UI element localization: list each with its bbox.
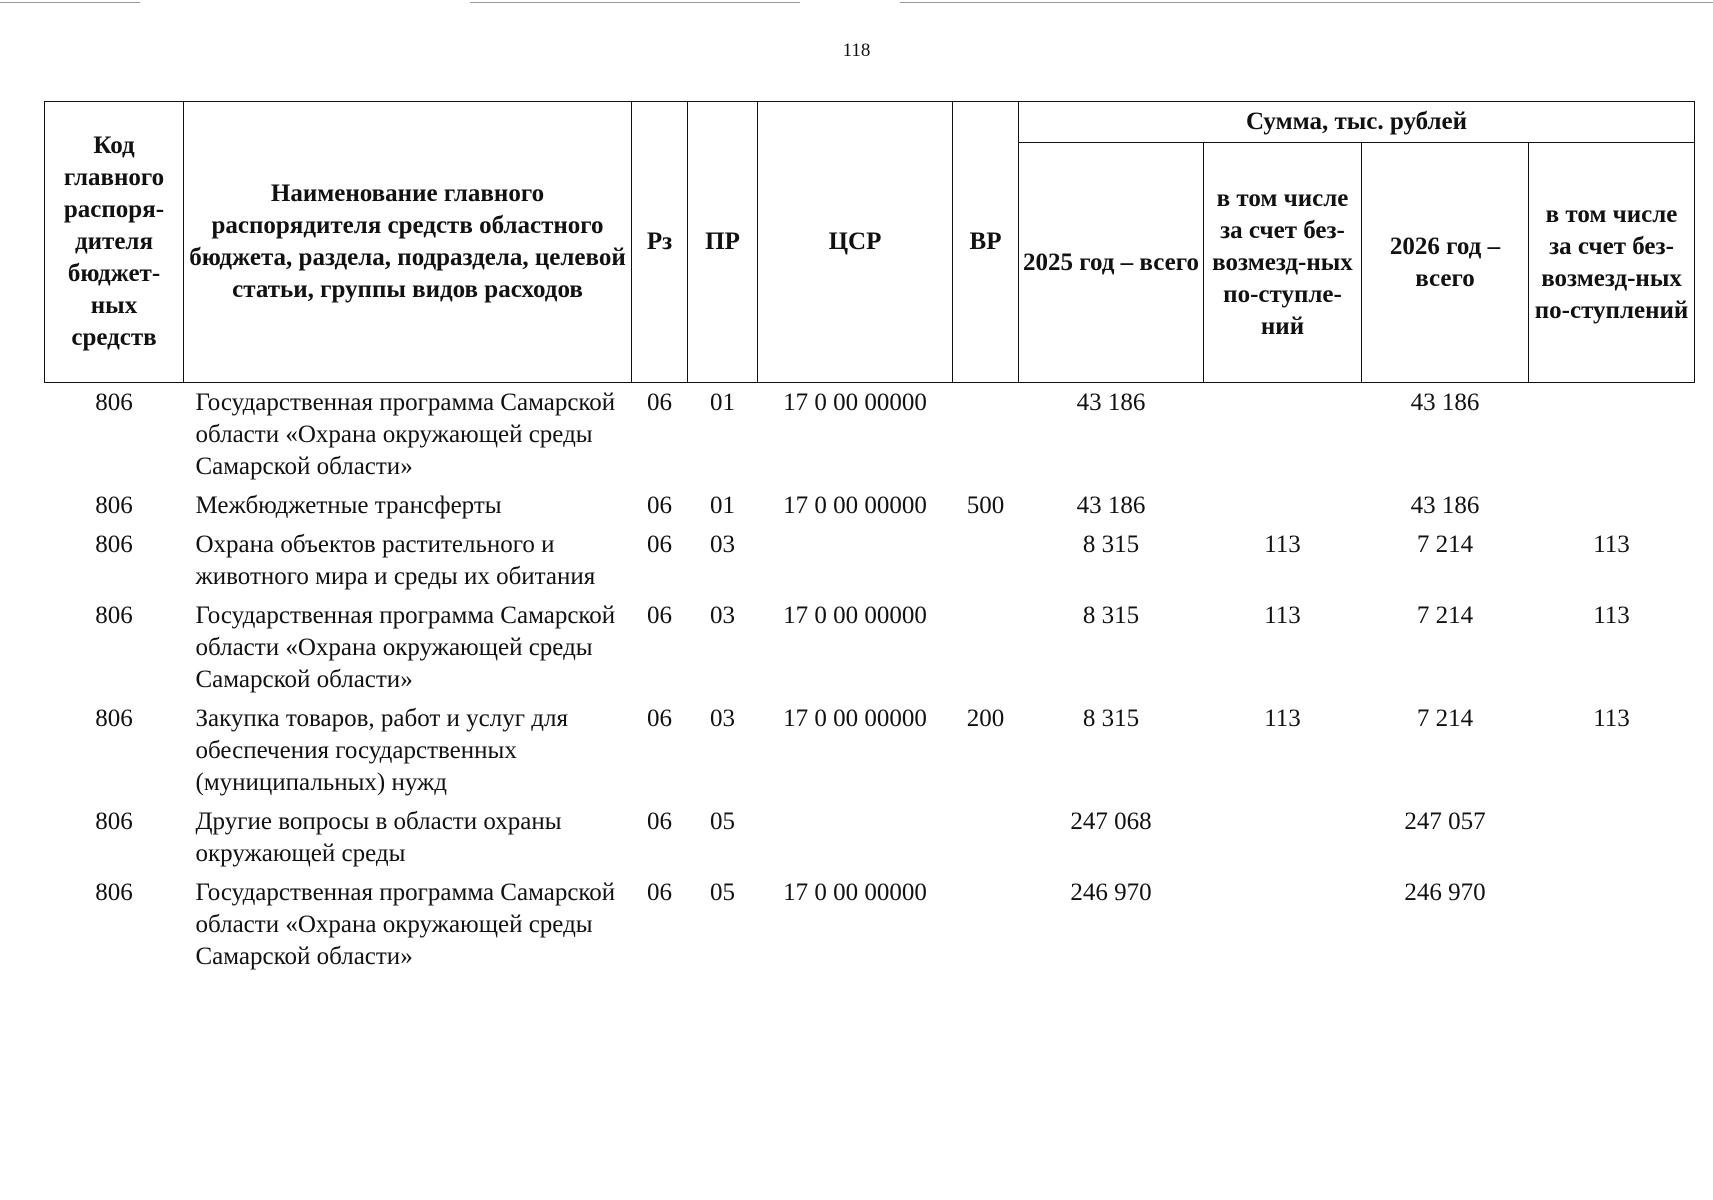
cell-csr: 17 0 00 00000 — [783, 389, 927, 416]
cell-2025-free: 113 — [1264, 602, 1301, 629]
cell-code: 806 — [95, 531, 133, 558]
cell-2025-total: 8 315 — [1082, 705, 1140, 732]
cell-pr: 01 — [710, 389, 735, 416]
cell-rz: 06 — [647, 389, 672, 416]
cell-2026-total: 43 186 — [1410, 389, 1480, 416]
cell-vr — [953, 525, 1019, 596]
cell-csr: 17 0 00 00000 — [783, 602, 927, 629]
cell-2025-total: 8 315 — [1082, 531, 1140, 558]
cell-code: 806 — [95, 602, 133, 629]
cell-vr: 500 — [966, 492, 1005, 519]
table-row — [45, 596, 1695, 699]
cell-rz: 06 — [647, 879, 672, 906]
cell-code: 806 — [95, 808, 133, 835]
table-row — [45, 383, 1695, 487]
table-body — [45, 383, 1695, 977]
cell-pr: 03 — [710, 602, 735, 629]
cell-rz: 06 — [647, 492, 672, 519]
cell-2025-free — [1204, 383, 1362, 487]
cell-2026-total: 7 214 — [1416, 705, 1474, 732]
scan-artifact-line — [900, 2, 1713, 3]
scan-artifact-line — [470, 2, 800, 3]
cell-2025-total: 247 068 — [1070, 808, 1152, 835]
cell-vr — [953, 596, 1019, 699]
cell-2026-total: 7 214 — [1416, 531, 1474, 558]
cell-2026-free: 113 — [1593, 705, 1630, 732]
cell-2026-free — [1529, 802, 1695, 873]
cell-rz: 06 — [647, 705, 672, 732]
table-row — [45, 486, 1695, 525]
budget-table — [44, 101, 1695, 976]
cell-2025-free: 113 — [1264, 705, 1301, 732]
cell-name: Государственная программа Самарской области «Охрана окружающей среды Самарской области» — [195, 389, 616, 480]
cell-2026-free — [1529, 873, 1695, 976]
cell-vr — [953, 802, 1019, 873]
table-header — [45, 102, 1695, 383]
table-row — [45, 699, 1695, 802]
cell-pr: 03 — [710, 705, 735, 732]
cell-rz: 06 — [647, 602, 672, 629]
cell-csr — [758, 802, 953, 873]
cell-2025-free — [1204, 873, 1362, 976]
cell-name: Государственная программа Самарской области «Охрана окружающей среды Самарской области» — [195, 602, 616, 693]
cell-rz: 06 — [647, 808, 672, 835]
header-pr: ПР — [688, 102, 758, 383]
cell-pr: 05 — [710, 808, 735, 835]
cell-2025-free — [1204, 802, 1362, 873]
cell-csr — [758, 525, 953, 596]
cell-csr: 17 0 00 00000 — [783, 879, 927, 906]
table-row — [45, 802, 1695, 873]
cell-2026-free: 113 — [1593, 531, 1630, 558]
cell-vr: 200 — [966, 705, 1005, 732]
cell-code: 806 — [95, 492, 133, 519]
cell-csr: 17 0 00 00000 — [783, 705, 927, 732]
cell-name: Межбюджетные трансферты — [195, 492, 502, 519]
cell-vr — [953, 383, 1019, 487]
header-2025-total: 2025 год – всего — [1019, 143, 1204, 383]
cell-name: Государственная программа Самарской области «Охрана окружающей среды Самарской области» — [195, 879, 616, 970]
cell-name: Закупка товаров, работ и услуг для обеспечения государственных (муниципальных) нужд — [195, 705, 568, 796]
scan-artifact-line — [0, 2, 140, 3]
page-number: 118 — [842, 40, 871, 61]
cell-2026-total: 7 214 — [1416, 602, 1474, 629]
header-2026-total: 2026 год – всего — [1362, 143, 1529, 383]
header-sum: Сумма, тыс. рублей — [1019, 102, 1695, 143]
cell-pr: 05 — [710, 879, 735, 906]
cell-2026-free — [1529, 383, 1695, 487]
cell-2025-total: 43 186 — [1076, 389, 1146, 416]
cell-pr: 03 — [710, 531, 735, 558]
table-row — [45, 525, 1695, 596]
cell-code: 806 — [95, 879, 133, 906]
header-2025-free: в том числе за счет без-возмезд-ных по-ступле-ний — [1204, 143, 1362, 383]
cell-2025-total: 43 186 — [1076, 492, 1146, 519]
cell-code: 806 — [95, 705, 133, 732]
cell-csr: 17 0 00 00000 — [783, 492, 927, 519]
cell-pr: 01 — [710, 492, 735, 519]
cell-2025-free — [1204, 486, 1362, 525]
header-2026-free: в том числе за счет без-возмезд-ных по-ступлений — [1529, 143, 1695, 383]
cell-2026-total: 43 186 — [1410, 492, 1480, 519]
header-code: Код главного распоря-дителя бюджет-ных средств — [45, 102, 184, 383]
cell-2025-total: 246 970 — [1070, 879, 1152, 906]
header-rz: Рз — [632, 102, 688, 383]
header-vr: ВР — [953, 102, 1019, 383]
cell-2025-total: 8 315 — [1082, 602, 1140, 629]
cell-name: Охрана объектов растительного и животного мира и среды их обитания — [195, 531, 596, 590]
cell-vr — [953, 873, 1019, 976]
cell-code: 806 — [95, 389, 133, 416]
cell-2026-free — [1529, 486, 1695, 525]
header-csr: ЦСР — [758, 102, 953, 383]
table-row — [45, 873, 1695, 976]
cell-2026-total: 246 970 — [1404, 879, 1486, 906]
cell-2026-total: 247 057 — [1404, 808, 1486, 835]
cell-2025-free: 113 — [1264, 531, 1301, 558]
cell-2026-free: 113 — [1593, 602, 1630, 629]
header-name: Наименование главного распорядителя средств областного бюджета, раздела, подраздела, целевой статьи, группы видов расходов — [184, 102, 632, 383]
cell-name: Другие вопросы в области охраны окружающей среды — [195, 808, 562, 867]
cell-rz: 06 — [647, 531, 672, 558]
